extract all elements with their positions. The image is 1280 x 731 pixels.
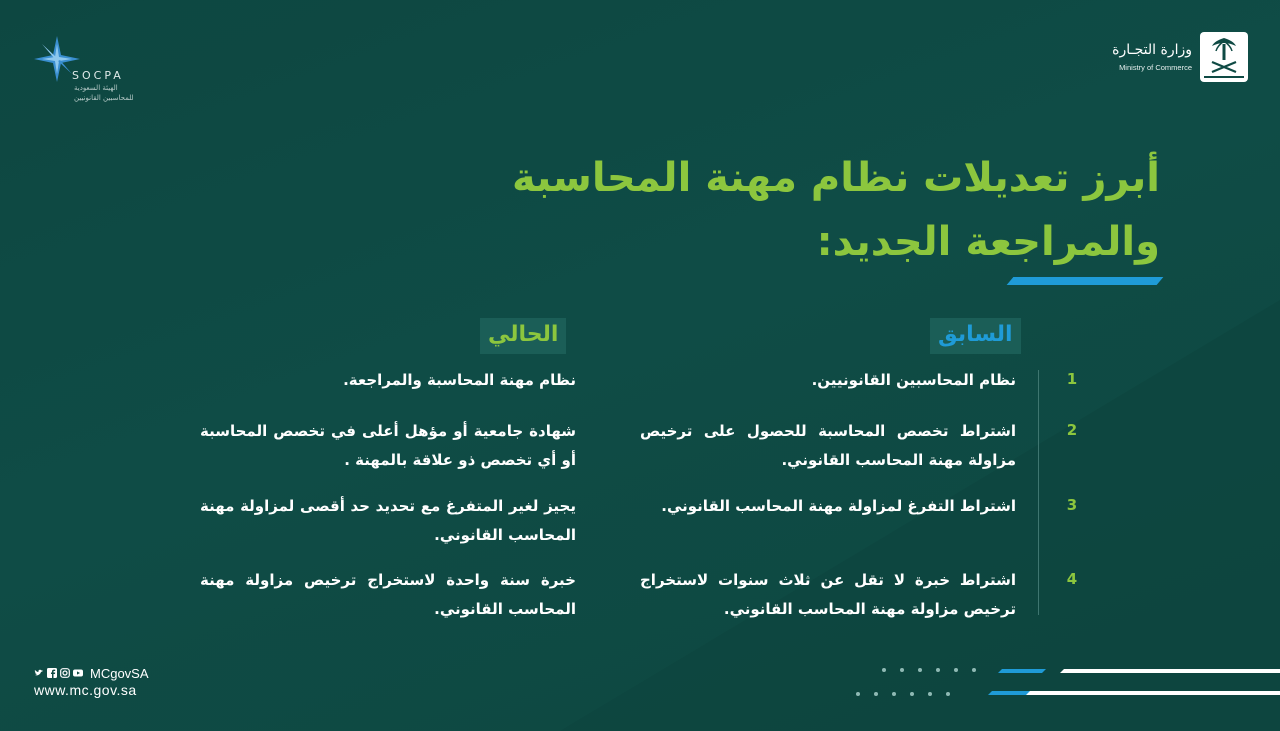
previous-text: اشتراط خبرة لا تقل عن ثلاث سنوات لاستخراج ترخيص مزاولة مهنة المحاسب القانوني. — [640, 571, 1016, 618]
column-header-previous: السابق — [930, 318, 1021, 354]
row-number: 2 — [1066, 421, 1078, 439]
title-line-2: والمراجعة الجديد: — [816, 219, 1160, 265]
socpa-arabic-line2: للمحاسبين القانونيين — [74, 94, 134, 102]
footer-decoration — [840, 660, 1280, 710]
title-underline-bar — [1007, 277, 1164, 285]
youtube-icon[interactable] — [73, 668, 83, 678]
column-header-current: الحالي — [480, 318, 566, 354]
current-text: يجيز لغير المتفرغ مع تحديد حد أقصى لمزاولة مهنة المحاسب القانوني. — [200, 497, 576, 544]
previous-text: اشتراط التفرغ لمزاولة مهنة المحاسب القانوني. — [661, 497, 1016, 515]
row-number: 4 — [1066, 570, 1078, 588]
ministry-of-commerce-logo — [1108, 32, 1248, 84]
socpa-arabic-line1: الهيئة السعودية — [74, 84, 118, 92]
twitter-icon[interactable] — [34, 668, 44, 678]
ministry-english-name: Ministry of Commerce — [1119, 63, 1192, 72]
ministry-arabic-name: وزارة التجـارة — [1112, 42, 1192, 58]
instagram-icon[interactable] — [60, 668, 70, 678]
current-text: شهادة جامعية أو مؤهل أعلى في تخصص المحاسبة أو أي تخصص ذو علاقة بالمهنة . — [200, 422, 576, 469]
socpa-logo — [34, 36, 144, 112]
page-title — [400, 146, 1160, 274]
facebook-icon[interactable] — [47, 668, 57, 678]
social-handle[interactable]: MCgovSA — [90, 665, 149, 681]
current-text: نظام مهنة المحاسبة والمراجعة. — [343, 371, 576, 389]
row-number: 1 — [1066, 370, 1078, 388]
social-links — [34, 664, 149, 682]
website-link[interactable]: www.mc.gov.sa — [34, 682, 137, 698]
row-number: 3 — [1066, 496, 1078, 514]
socpa-name: SOCPA — [72, 69, 124, 82]
previous-text: اشتراط تخصص المحاسبة للحصول على ترخيص مزاولة مهنة المحاسب القانوني. — [640, 422, 1016, 469]
current-text: خبرة سنة واحدة لاستخراج ترخيص مزاولة مهنة المحاسب القانوني. — [200, 571, 576, 618]
saudi-emblem-icon — [1200, 32, 1248, 82]
title-line-1: أبرز تعديلات نظام مهنة المحاسبة — [511, 155, 1160, 201]
previous-text: نظام المحاسبين القانونيين. — [811, 371, 1016, 389]
number-divider — [1038, 370, 1039, 615]
